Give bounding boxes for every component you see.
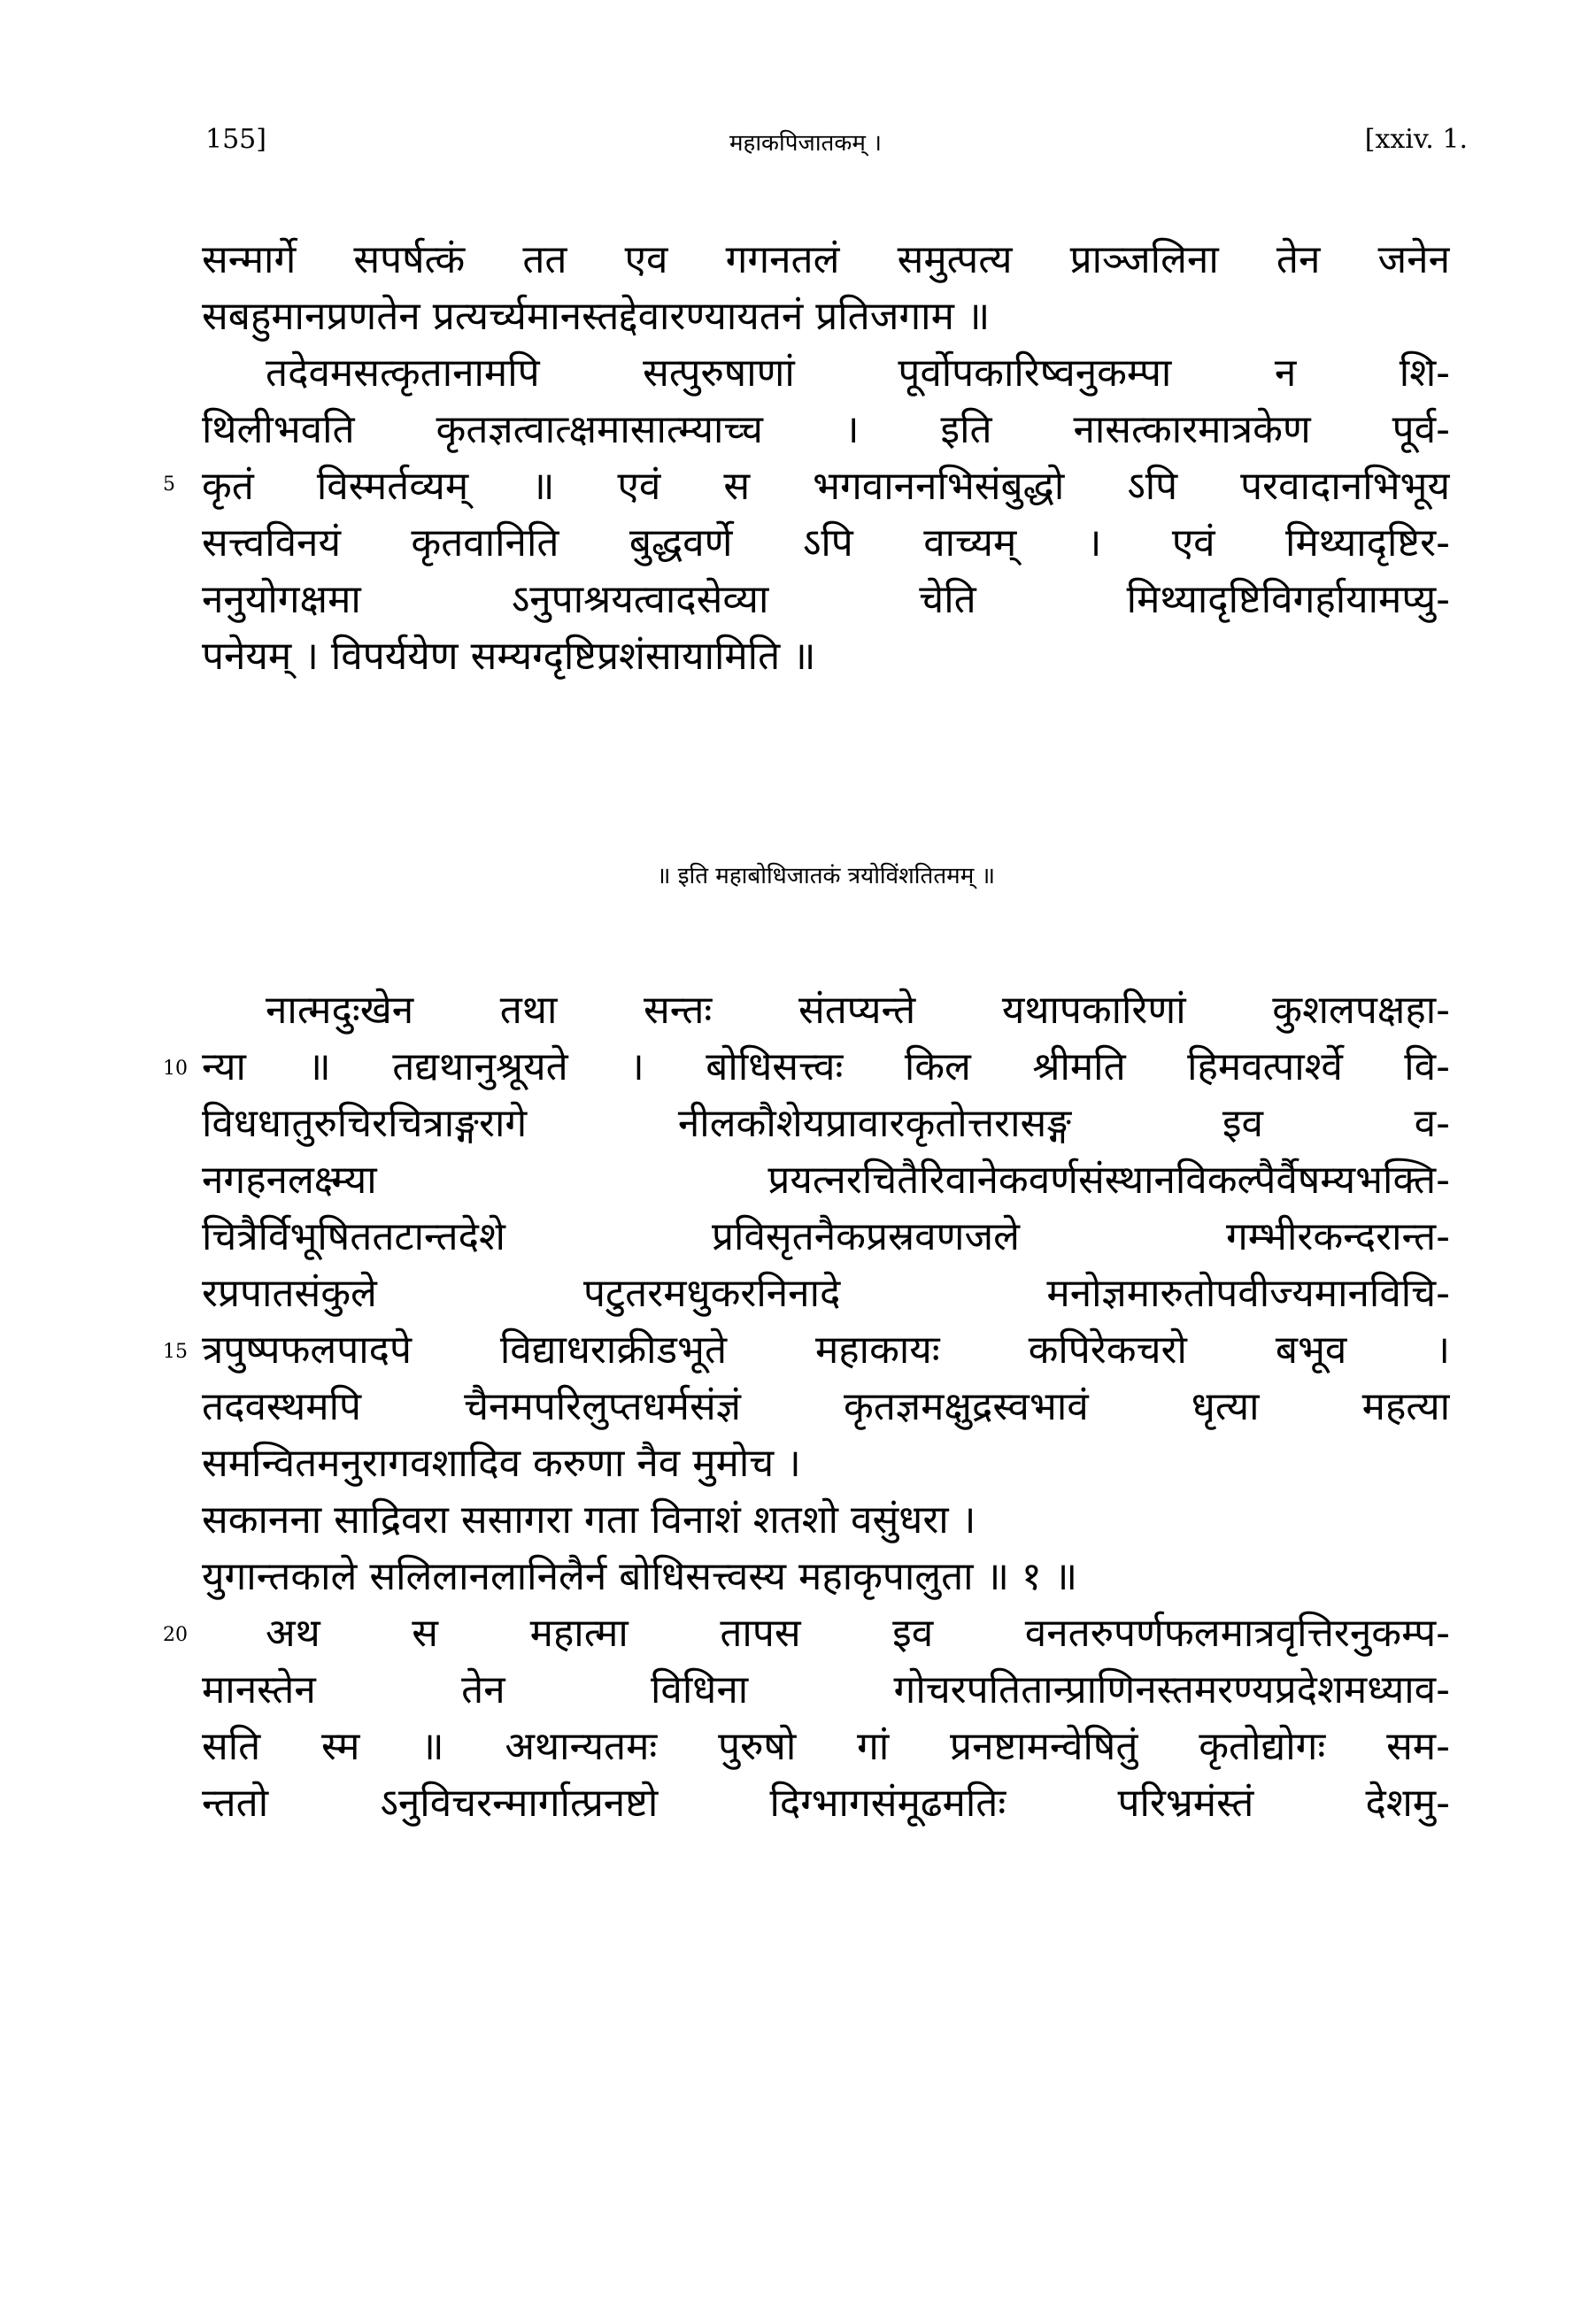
- text-line: समन्वितमनुरागवशादिव करुणा नैव मुमोच ।: [202, 1441, 801, 1486]
- line-number: 15: [163, 1341, 188, 1363]
- text-line: त्रपुष्पफलपादपे विद्याधराक्रीडभूते महाकायः कपिरेकचरो बभूव ।: [202, 1327, 1450, 1373]
- text-line: थिलीभवति कृतज्ञत्वात्क्षमासात्म्याच्च । इति नासत्कारमात्रकेण पूर्व-: [202, 407, 1450, 452]
- section-reference: [xxiv. 1.: [1364, 124, 1468, 155]
- text-line: नात्मदुःखेन तथा सन्तः संतप्यन्ते यथापकारिणां कुशलपक्षहा-: [266, 988, 1450, 1033]
- text-block-previous-jataka: [202, 232, 1450, 685]
- line-number: 10: [163, 1058, 188, 1080]
- line-number: 5: [163, 473, 175, 496]
- text-line: ननुयोगक्षमा ऽनुपाश्रयत्वादसेव्या चेति मिथ्यादृष्टिविगर्हायामप्यु-: [202, 577, 1450, 622]
- running-title: महाकपिजातकम् ।: [729, 130, 883, 157]
- text-line: कृतं विस्मर्तव्यम् ॥ एवं स भगवाननभिसंबुद्धो ऽपि परवादानभिभूय: [202, 464, 1450, 509]
- text-block-mahakapi-jataka: [202, 982, 1450, 1832]
- page-number: 155]: [205, 124, 266, 155]
- verse-line: सकानना साद्रिवरा ससागरा गता विनाशं शतशो वसुंधरा ।: [202, 1497, 976, 1543]
- text-line: अथ स महात्मा तापस इव वनतरुपर्णफलमात्रवृत्तिरनुकम्प-: [266, 1611, 1450, 1656]
- text-line: सति स्म ॥ अथान्यतमः पुरुषो गां प्रनष्टामन्वेषितुं कृतोद्योगः सम-: [202, 1724, 1450, 1769]
- text-line: चित्रैर्विभूषिततटान्तदेशे प्रविसृतनैकप्रस्रवणजले गम्भीरकन्दरान्त-: [202, 1214, 1450, 1259]
- colophon: ॥ इति महाबोधिजातकं त्रयोविंशतितमम् ॥: [656, 863, 996, 889]
- text-line: न्ततो ऽनुविचरन्मार्गात्प्रनष्टो दिग्भागसंमूढमतिः परिभ्रमंस्तं देशमु-: [202, 1781, 1450, 1826]
- text-line: मानस्तेन तेन विधिना गोचरपतितान्प्राणिनस्तमरण्यप्रदेशमध्याव-: [202, 1667, 1450, 1712]
- verse-line: युगान्तकाले सलिलानलानिलैर्न बोधिसत्त्वस्य महाकृपालुता ॥ १ ॥: [202, 1554, 1078, 1599]
- text-line: विधधातुरुचिरचित्राङ्गरागे नीलकौशेयप्रावारकृतोत्तरासङ्ग इव व-: [202, 1101, 1450, 1146]
- text-line: सन्मार्गे सपर्षत्कं तत एव गगनतलं समुत्पत्य प्राञ्जलिना तेन जनेन: [202, 237, 1450, 282]
- text-line: तदेवमसत्कृतानामपि सत्पुरुषाणां पूर्वोपकारिष्वनुकम्पा न शि-: [266, 350, 1450, 396]
- page-header: [0, 124, 1581, 168]
- text-line: नगहनलक्ष्म्या प्रयत्नरचितैरिवानेकवर्णसंस्थानविकल्पैर्वैषम्यभक्ति-: [202, 1158, 1450, 1203]
- text-line: पनेयम् । विपर्ययेण सम्यग्दृष्टिप्रशंसायामिति ॥: [202, 634, 816, 679]
- line-number: 20: [163, 1624, 188, 1646]
- text-line: न्या ॥ तद्यथानुश्रूयते । बोधिसत्त्वः किल श्रीमति हिमवत्पार्श्वे वि-: [202, 1044, 1450, 1089]
- text-line: रप्रपातसंकुले पटुतरमधुकरनिनादे मनोज्ञमारुतोपवीज्यमानविचि-: [202, 1271, 1450, 1316]
- text-line: तदवस्थमपि चैनमपरिलुप्तधर्मसंज्ञं कृतज्ञमक्षुद्रस्वभावं धृत्या महत्या: [202, 1384, 1450, 1429]
- text-line: सबहुमानप्रणतेन प्रत्यर्च्यमानस्तद्देवारण्यायतनं प्रतिजगाम ॥: [202, 294, 991, 339]
- text-line: सत्त्वविनयं कृतवानिति बुद्धवर्णे ऽपि वाच्यम् । एवं मिथ्यादृष्टिर-: [202, 520, 1450, 566]
